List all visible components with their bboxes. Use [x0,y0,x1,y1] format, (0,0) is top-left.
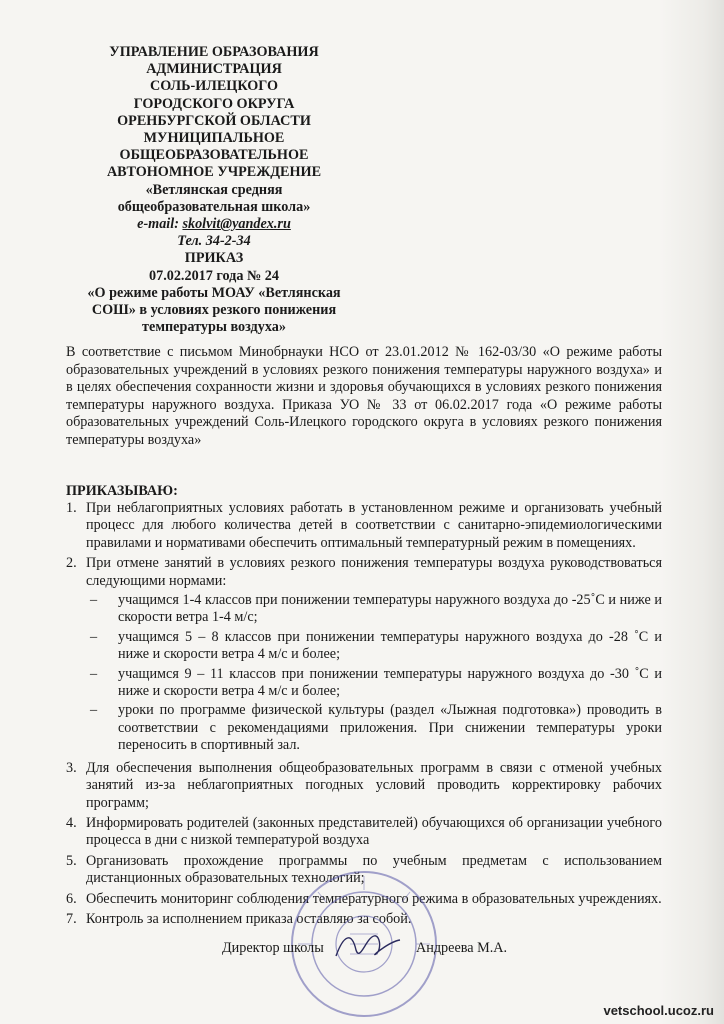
header-line: АДМИНИСТРАЦИЯ [146,61,282,78]
item-text: Для обеспечения выполнения общеобразовательных программ в связи с отменой учебных занятий из-за неблагоприятных погодных условий проводить корректировку рабочих программ; [86,759,662,811]
phone-line: Тел. 34-2-34 [177,233,251,250]
item-number: 6. [66,890,77,907]
sub-item [86,702,662,754]
sub-item-text: учащимся 5 – 8 классов при понижении температуры наружного воздуха до -28 ˚С и ниже и скорости ветра 4 м/с и более; [118,628,662,663]
item-text: Информировать родителей (законных представителей) обучающихся об организации учебного процесса в дни с низкой температурой воздуха [86,814,662,849]
item-number: 4. [66,814,77,831]
dash-bullet: – [90,592,98,609]
item-number: 5. [66,852,77,869]
intro-paragraph: В соответствие с письмом Минобрнауки НСО от 23.01.2012 № 162-03/30 «О режиме работы образовательных учреждений в условиях резкого понижения температуры наружного воздуха» и в целях обеспечения сохранности жизни и здоровья обучающихся в условиях резкого понижения температуры наружного воздуха. Приказа УО № 33 от 06.02.2017 года «О режиме работы образовательных учреждений Соль-Илецкого городского округа в условиях резкого понижения температуры воздуха» [66,344,662,448]
subject-line: СОШ» в условиях резкого понижения [91,302,337,319]
dash-bullet: – [90,665,98,682]
school-name-line: «Ветлянская средняя [145,181,283,198]
handwritten-signature [330,928,410,964]
header-line: ОРЕНБУРГСКОЙ ОБЛАСТИ [117,112,311,129]
sub-item [86,666,662,701]
list-item [66,815,662,850]
document-header [54,44,374,336]
item-number: 7. [66,910,77,927]
list-item [66,500,662,552]
decree-title: ПРИКАЗЫВАЮ: [66,483,178,499]
header-line: ГОРОДСКОГО ОКРУГА [133,95,295,112]
email-line [54,216,374,233]
list-item [66,555,662,756]
sub-item [86,592,662,627]
page-edge-shadow [660,0,724,1024]
document-type: ПРИКАЗ [184,250,244,267]
school-name-line: общеобразовательная школа» [117,198,311,215]
header-line: ОБЩЕОБРАЗОВАТЕЛЬНОЕ [119,147,309,164]
item-number: 3. [66,759,77,776]
item-text: При отмене занятий в условиях резкого понижения температуры воздуха руководствоваться следующими нормами: [86,555,662,589]
signatory-role: Директор школы [222,940,324,956]
dash-bullet: – [90,628,98,645]
header-line: АВТОНОМНОЕ УЧРЕЖДЕНИЕ [106,164,322,181]
dash-bullet: – [90,702,98,719]
header-line: МУНИЦИПАЛЬНОЕ [143,130,285,147]
sub-item-text: учащимся 1-4 классов при понижении температуры наружного воздуха до -25˚С и ниже и скорости ветра 1-4 м/с; [118,592,662,626]
item-number: 2. [66,555,77,572]
subject-line: температуры воздуха» [142,319,286,336]
sub-item-text: учащимся 9 – 11 классов при понижении температуры наружного воздуха до -30 ˚С и ниже и скорости ветра 4 м/с и более; [118,665,662,700]
item-text: Обеспечить мониторинг соблюдения температурного режима в образовательных учреждениях. [86,890,662,907]
email-link[interactable]: skolvit@yandex.ru [182,216,291,233]
subject-line: «О режиме работы МОАУ «Ветлянская [87,284,341,301]
header-line: УПРАВЛЕНИЕ ОБРАЗОВАНИЯ [109,44,319,60]
decree-items-list [66,500,662,931]
item-text: При неблагоприятных условиях работать в установленном режиме и организовать учебный процесс для любого количества детей в соответствии с санитарно-эпидемиологическими правилами и нормативами обеспечить оптимальный температурный режим в помещениях. [86,500,662,551]
signatory-name: Андреева М.А. [416,940,508,956]
header-line: СОЛЬ-ИЛЕЦКОГО [149,78,279,95]
list-item [66,760,662,812]
item-text: Контроль за исполнением приказа оставляю за собой. [86,910,412,927]
document-date-number: 07.02.2017 года № 24 [149,267,279,284]
item-number: 1. [66,500,77,516]
sub-item-text: уроки по программе физической культуры (раздел «Лыжная подготовка») проводить в соответствии с рекомендациями приложения. При снижении температуры уроки переносить в спортивный зал. [118,702,662,754]
item-text: Организовать прохождение программы по учебным предметам с использованием дистанционных образовательных технологий; [86,852,662,887]
email-label: e-mail: [137,216,183,233]
site-watermark: vetschool.ucoz.ru [603,1003,714,1018]
item-body [86,555,662,756]
sub-item [86,629,662,664]
